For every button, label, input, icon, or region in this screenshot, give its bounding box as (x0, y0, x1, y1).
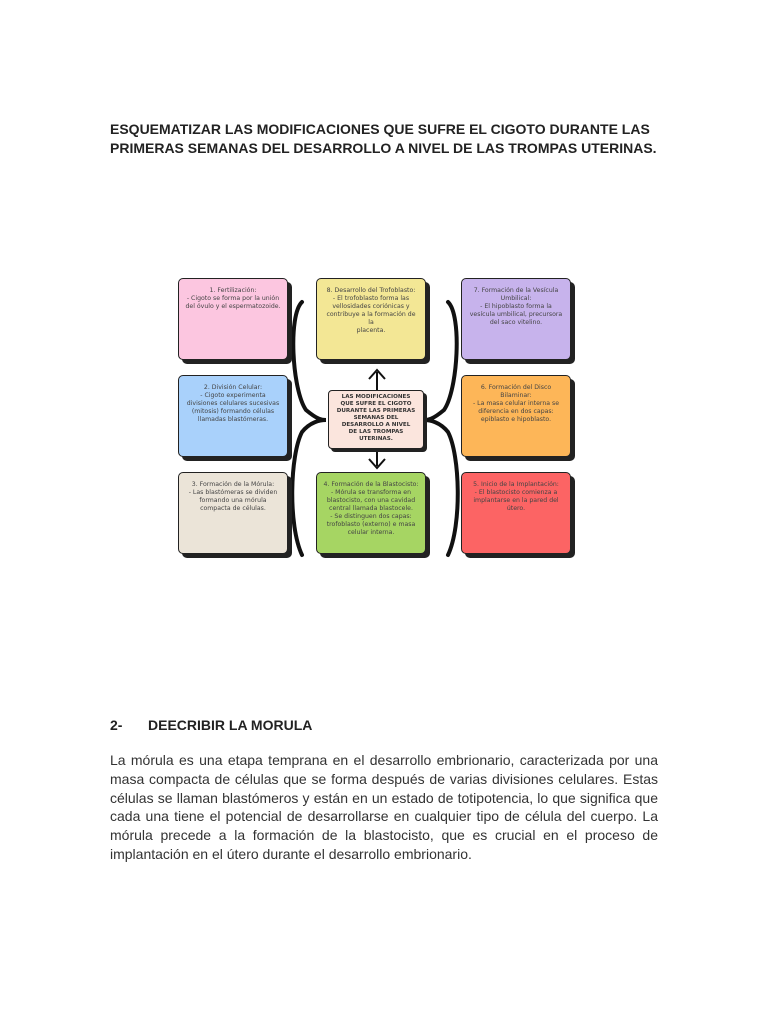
card-blastocisto-text: 4. Formación de la Blastocisto: - Mórula se transforma en blastocisto, con una cavidad central llamada blastocele. - Se distinguen dos capas: trofoblasto (externo) e masa celular interna. (323, 481, 419, 536)
card-trofoblasto (316, 278, 426, 360)
center-topic-text: LAS MODIFICACIONES QUE SUFRE EL CIGOTO DURANTE LAS PRIMERAS SEMANAS DEL DESARROLLO A NIVEL DE LAS TROMPAS UTERINAS. (336, 394, 416, 442)
card-implantacion-text: 5. Inicio de la Implantación: - El blastocisto comienza a implantarse en la pared del útero. (473, 481, 559, 512)
card-division-celular (178, 375, 288, 457)
center-topic-box (328, 390, 424, 449)
card-disco-bilaminar (461, 375, 571, 457)
section-2-number: 2- (110, 717, 123, 733)
morula-paragraph: La mórula es una etapa temprana en el desarrollo embrionario, caracterizada por una masa compacta de células que se forma después de varias divisiones celulares. Estas células se llaman blastómeros y están en un estado de totipotencia, lo que significa que cada una tiene el potencial de desarrollarse en cualquier tipo de célula del cuerpo. La mórula precede a la formación de la blastocisto, que es crucial en el proceso de implantación en el útero durante el desarrollo embrionario. (110, 752, 658, 862)
card-vesicula-umbilical-text: 7. Formación de la Vesícula Umbilical: - El hipoblasto forma la vesícula umbilical, precursora del saco vitelino. (469, 287, 563, 326)
card-division-celular-text: 2. División Celular: - Cigoto experimenta divisiones celulares sucesivas (mitosis) formando células llamadas blastómeras. (186, 384, 280, 423)
page-heading (110, 120, 662, 158)
card-fertilizacion (178, 278, 288, 360)
card-trofoblasto-text: 8. Desarrollo del Trofoblasto: - El trofoblasto forma las vellosidades coriónicas y contribuye a la formación de la placenta. (326, 287, 416, 334)
card-implantacion (461, 472, 571, 554)
heading-line-1: ESQUEMATIZAR LAS MODIFICACIONES QUE SUFRE EL CIGOTO DURANTE LAS (110, 121, 650, 137)
card-morula (178, 472, 288, 554)
card-morula-text: 3. Formación de la Mórula: - Las blastómeras se dividen formando una mórula compacta de células. (188, 481, 278, 512)
concept-diagram (170, 270, 582, 570)
right-brace (424, 302, 458, 555)
card-disco-bilaminar-text: 6. Formación del Disco Bilaminar: - La masa celular interna se diferencia en dos capas: epiblasto e hipoblasto. (472, 384, 560, 423)
card-blastocisto (316, 472, 426, 554)
card-fertilizacion-text: 1. Fertilización: - Cigoto se forma por la unión del óvulo y el espermatozoide. (185, 287, 281, 310)
heading-line-2: PRIMERAS SEMANAS DEL DESARROLLO A NIVEL DE LAS TROMPAS UTERINAS. (110, 140, 657, 156)
section-2-title-text: DEECRIBIR LA MORULA (148, 717, 313, 733)
card-vesicula-umbilical (461, 278, 571, 360)
section-2-title (110, 717, 312, 733)
